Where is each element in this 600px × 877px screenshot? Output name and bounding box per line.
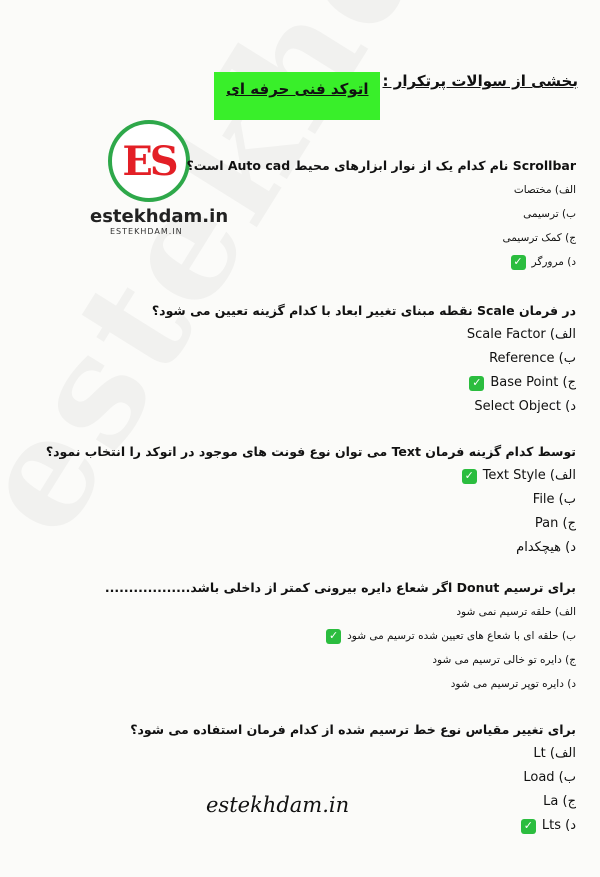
footer-logo: estekhdam.in <box>206 793 350 817</box>
question-5 <box>130 722 576 838</box>
option: د) دایره توپر ترسیم می شود <box>450 678 576 690</box>
header-lead: بخشی از سوالات پرتکرار : <box>382 72 578 90</box>
header-highlight: اتوکد فنی حرفه ای <box>214 72 380 120</box>
page-header <box>214 72 578 120</box>
option: د) هیچکدام <box>516 540 576 555</box>
question-stem: توسط کدام گزینه فرمان Text می توان نوع فونت های موجود در اتوکد را انتخاب نمود؟ <box>45 444 576 459</box>
option: الف) Scale Factor <box>466 327 576 342</box>
check-icon: ✓ <box>469 376 484 391</box>
question-stem: برای تغییر مقیاس نوع خط ترسیم شده از کدام فرمان استفاده می شود؟ <box>130 722 576 737</box>
question-4 <box>105 580 576 696</box>
es-logo <box>108 120 190 202</box>
option: ج) Pan <box>534 516 576 531</box>
logo-name: estekhdam.in <box>90 206 229 227</box>
check-icon: ✓ <box>326 629 341 644</box>
option: ج) دایره تو خالی ترسیم می شود <box>432 654 576 666</box>
option: ج) کمک ترسیمی <box>502 232 576 244</box>
option-correct: الف) Text Style ✓ <box>46 464 576 488</box>
question-stem: برای ترسیم Donut اگر شعاع دایره بیرونی کمتر از داخلی باشد.................. <box>104 580 576 595</box>
option-correct: ج) Base Point ✓ <box>152 371 576 395</box>
option: د) Select Object <box>474 399 576 414</box>
question-stem: Scrollbar نام کدام یک از نوار ابزارهای محیط Auto cad است؟ <box>186 158 576 173</box>
logo-sub: ESTEKHDAM.IN <box>110 227 183 236</box>
option: ب) Reference <box>489 351 576 366</box>
option: ب) Load <box>523 770 576 785</box>
logo-mark: ES <box>122 137 176 185</box>
check-icon: ✓ <box>521 819 536 834</box>
option: الف) Lt <box>533 746 576 761</box>
check-icon: ✓ <box>511 255 526 270</box>
option: ب) ترسیمی <box>523 208 576 220</box>
question-2 <box>152 303 576 419</box>
option: ج) La <box>543 794 576 809</box>
option: الف) حلقه ترسیم نمی شود <box>456 606 576 618</box>
option-correct: د) Lts ✓ <box>130 814 576 838</box>
check-icon: ✓ <box>462 469 477 484</box>
option: الف) مختصات <box>513 184 576 196</box>
question-1 <box>186 158 576 274</box>
option: ب) File <box>532 492 576 507</box>
question-3 <box>46 444 576 560</box>
question-stem: در فرمان Scale نقطه مبنای تغییر ابعاد با کدام گزینه تعیین می شود؟ <box>151 303 576 318</box>
option-correct: ب) حلقه ای با شعاع های تعیین شده ترسیم می شود ✓ <box>105 624 576 648</box>
option-correct: د) مرورگر ✓ <box>186 250 576 274</box>
